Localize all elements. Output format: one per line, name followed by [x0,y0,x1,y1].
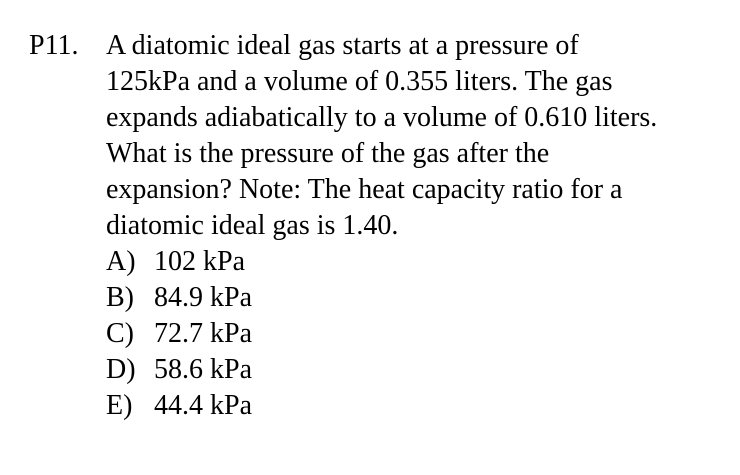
problem-number: P11. [29,30,79,61]
option-text: 84.9 kPa [154,282,252,313]
option-text: 44.4 kPa [154,390,252,421]
option-letter: A) [106,246,136,277]
stem-line: expands adiabatically to a volume of 0.610 liters. [106,102,658,133]
option-letter: D) [106,354,136,385]
answer-options [106,244,726,424]
stem-line: diatomic ideal gas is 1.40. [106,210,399,241]
option-letter: B) [106,282,134,313]
option-b[interactable] [106,280,726,316]
option-letter: E) [106,390,133,421]
stem-line: 125kPa and a volume of 0.355 liters. The gas [106,66,613,97]
option-d[interactable] [106,352,726,388]
option-text: 58.6 kPa [154,354,252,385]
option-letter: C) [106,318,134,349]
problem-body [106,28,726,424]
option-c[interactable] [106,316,726,352]
option-text: 102 kPa [154,246,245,277]
stem-line: expansion? Note: The heat capacity ratio for a [106,174,623,205]
problem-stem [106,28,726,244]
stem-line: A diatomic ideal gas starts at a pressure of [106,30,579,61]
stem-line: What is the pressure of the gas after the [106,138,550,169]
option-a[interactable] [106,244,726,280]
option-text: 72.7 kPa [154,318,252,349]
option-e[interactable] [106,388,726,424]
